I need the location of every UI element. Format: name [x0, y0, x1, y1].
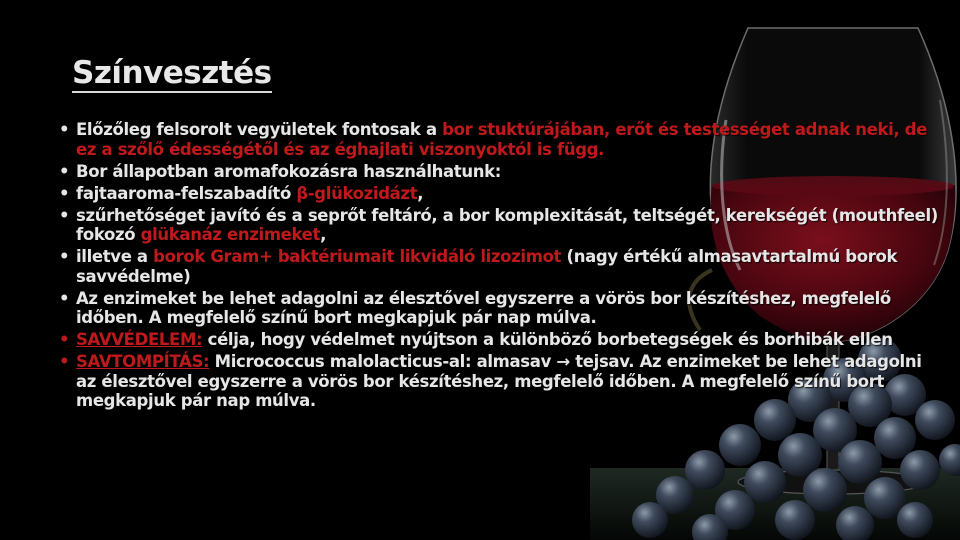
bullet-text: Micrococcus malolacticus-al: almasav: [209, 352, 557, 371]
bullet-text: Bor állapotban aromafokozásra használhatunk:: [76, 161, 502, 181]
bullet-text: célja, hogy védelmet nyújtson a különböző borbetegségek és borhibák ellen: [202, 330, 893, 349]
bullet-item: [56, 120, 946, 159]
bullet-item: [56, 289, 946, 328]
slide-title: [72, 55, 272, 91]
bullet-text: ,: [320, 225, 326, 244]
bullet-text: tejsav. Az enzimeket be lehet adagolni az élesztővel egyszerre a vörös bor készítéshez, megfelelő időben. A megfelelő színű bort megkapjuk pár nap múlva.: [76, 352, 922, 410]
arrow-icon: →: [556, 352, 570, 371]
bullet-item: [56, 162, 946, 182]
bullet-text: Előzőleg felsorolt vegyületek fontosak a: [76, 120, 443, 139]
bullet-highlight: glükanáz enzimeket: [140, 225, 321, 244]
bullet-item: [56, 352, 946, 411]
bullet-list: [56, 120, 946, 413]
bullet-highlight: β-glükozidázt: [296, 183, 418, 203]
bullet-item: [56, 206, 946, 245]
bullet-highlight: borok Gram+ baktériumait likvidáló lizozimot: [153, 247, 562, 266]
bullet-text: szűrhetőséget javító és a seprőt feltáró, a bor komplexitását, teltségét, kerekségét (mouthfeel) fokozó: [76, 205, 938, 244]
bullet-text: (nagy értékű almasavtartalmú borok savvédelme): [76, 247, 898, 286]
bullet-text: fajtaaroma-felszabadító: [76, 183, 297, 203]
slide-title-text: Színvesztés: [72, 55, 272, 91]
bullet-item: [56, 184, 946, 204]
bullet-text: Az enzimeket be lehet adagolni az élesztővel egyszerre a vörös bor készítéshez, megfelelő időben. A megfelelő színű bort megkapjuk pár nap múlva.: [76, 288, 891, 327]
bullet-text: illetve a: [76, 247, 154, 266]
bullet-text: ,: [417, 183, 424, 203]
bullet-keyword: SAVTOMPÍTÁS:: [76, 352, 210, 371]
bullet-item: [56, 247, 946, 286]
bullet-keyword: SAVVÉDELEM:: [76, 330, 203, 349]
bullet-highlight: bor stuktúrájában, erőt és testességet adnak neki, de ez a szőlő édességétől és az éghajlati viszonyoktól is függ.: [76, 120, 928, 159]
bullet-item: [56, 330, 946, 350]
